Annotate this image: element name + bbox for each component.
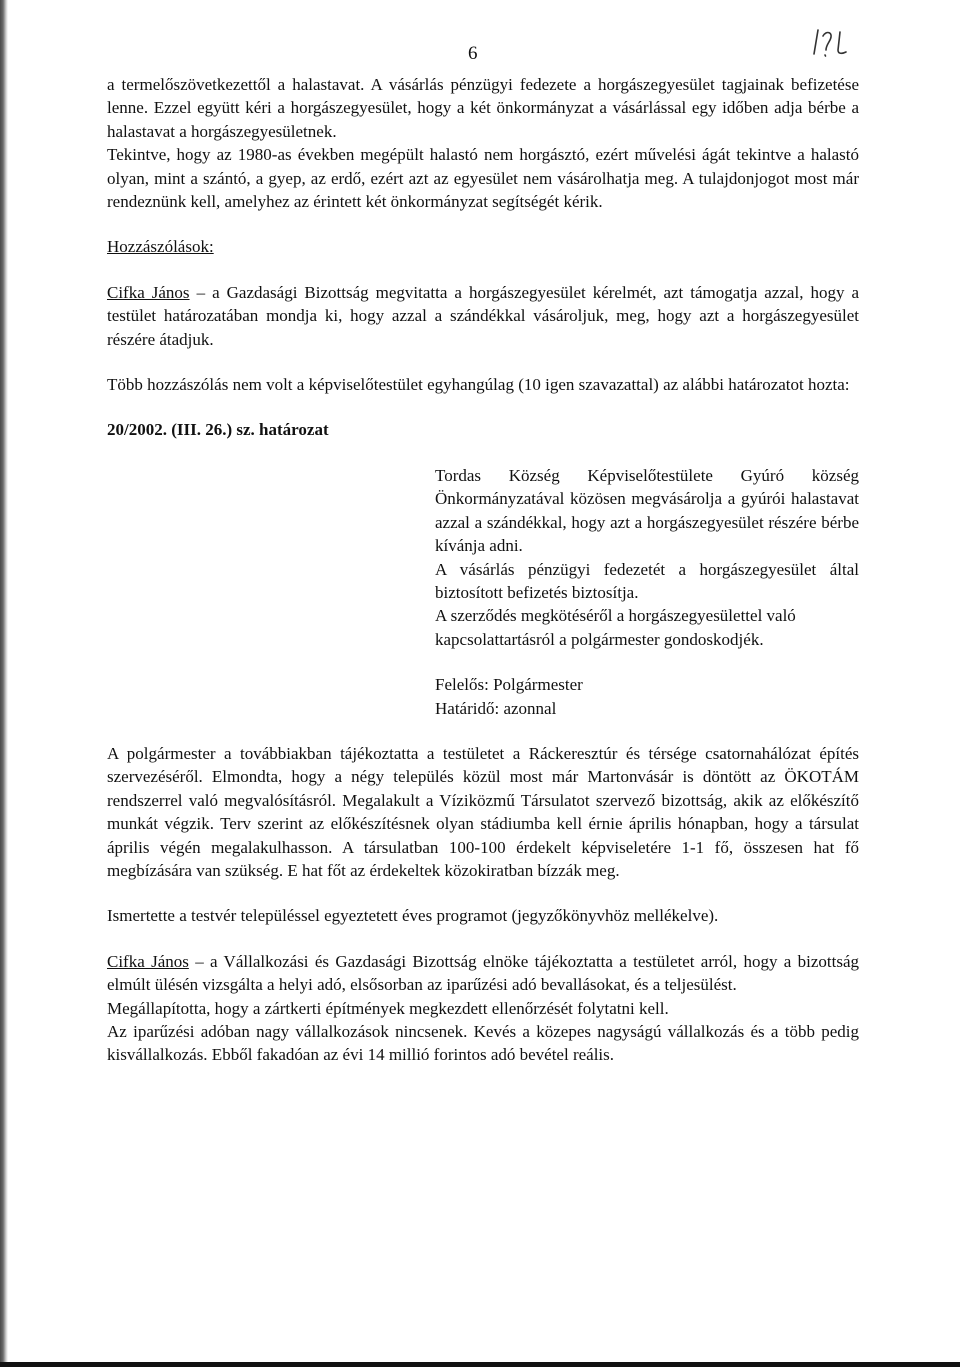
paragraph-speaker-cifka-1 [107,281,859,351]
paragraph-land-status: Tekintve, hogy az 1980-as években megépült halastó nem horgásztó, ezért művelési ágát tekintve a halastó olyan, mint a szántó, a gyep, az erdő, ezért azt az egyesület nem vásárolhatja meg. A tulajdonjogot most már rendeznünk kell, amelyhez az érintett két önkormányzat segítségét kérik. [107,145,859,212]
speaker-name: Cifka János [107,282,190,302]
page-number: 6 [468,43,478,64]
resolution-deadline: Határidő: azonnal [435,698,557,718]
handwritten-page-mark [804,24,856,68]
paragraph-mayor-sewer: A polgármester a továbbiakban tájékoztatta a testületet a Ráckeresztúr és térsége csatornahálózat építés szervezéséről. Elmondta, hogy a négy település közül most már Martonvásár is döntött az ÖKOTÁM rendszerrel való megvalósításról. Megalakult a Víziközmű Társulatot szervező bizottság, akik az előkészítő munkát végzik. Terv szerint az előkészítésnek olyan stádiumba kell érnie április hónapban, hogy a társulat április végén megalakulhasson. A társulatban 100-100 érdekelt képviseletére 1-1 fő, összesen hat fő megbízására van szükség. E hat főt az érdekeltek közokiratban bízzák meg. [107,743,859,880]
paragraph-business-tax: Az iparűzési adóban nagy vállalkozások nincsenek. Kevés a közepes nagyságú vállalkozás és a több pedig kisvállalkozás. Ebből fakadóan az évi 14 millió forintos adó bevétel reális. [107,1022,859,1065]
paragraph-inspection: Megállapította, hogy a zártkerti építmények megkezdett ellenőrzését folytatni kell. [107,998,669,1018]
resolution-text-3: A szerződés megkötéséről a horgászegyesülettel való kapcsolattartásról a polgármester gondoskodjék. [435,606,796,649]
resolution-number: 20/2002. (III. 26.) sz. határozat [107,420,329,440]
resolution-text-1: Tordas Község Képviselőtestülete Gyúró község Önkormányzatával közösen megvásárolja a gyúrói halastavat azzal a szándékkal, hogy azt a horgászegyesület részére bérbe kívánja adni. [435,465,859,556]
paragraph-fishpond-purchase: a termelőszövetkezettől a halastavat. A vásárlás pénzügyi fedezete a horgászegyesület tagjainak befizetése lenne. Ezzel együtt kéri a horgászegyesület, hogy a két önkormányzat a vásárlással egy időben adja bérbe a halastavat a horgászegyesületnek. [107,75,859,141]
resolution-meta [435,673,859,720]
scan-binding-edge [0,0,8,1367]
scan-bottom-edge [0,1362,960,1367]
comments-heading: Hozzászólások: [107,237,214,257]
document-body [107,73,859,1067]
speaker-statement: – a Vállalkozási és Gazdasági Bizottság elnöke tájékoztatta a testületet arról, hogy a bizottság elmúlt ülésén vizsgálta a helyi adó, elsősorban az iparűzési adó bevallásokat, és a teljesülést. [107,951,860,995]
paragraph-twin-town: Ismertette a testvér településsel egyeztetett éves programot (jegyzőkönyvhöz mellékelve). [107,906,719,926]
speaker-statement: – a Gazdasági Bizottság megvitatta a horgászegyesület kérelmét, azt támogatja azzal, hogy a testület határozatában mondja ki, hogy azzal a szándékkal vásároljuk, meg, hogy azt a horgászegyesület részére átadjuk. [107,282,860,349]
resolution-responsible: Felelős: Polgármester [435,675,583,695]
resolution-text-2: A vásárlás pénzügyi fedezetét a horgászegyesület által biztosított befizetés biztosítja. [435,559,859,602]
paragraph-speaker-cifka-2 [107,950,859,997]
speaker-name: Cifka János [107,951,189,971]
paragraph-vote: Több hozzászólás nem volt a képviselőtestület egyhangúlag (10 igen szavazattal) az alábbi határozatot hozta: [107,375,850,395]
resolution-body [435,464,859,651]
